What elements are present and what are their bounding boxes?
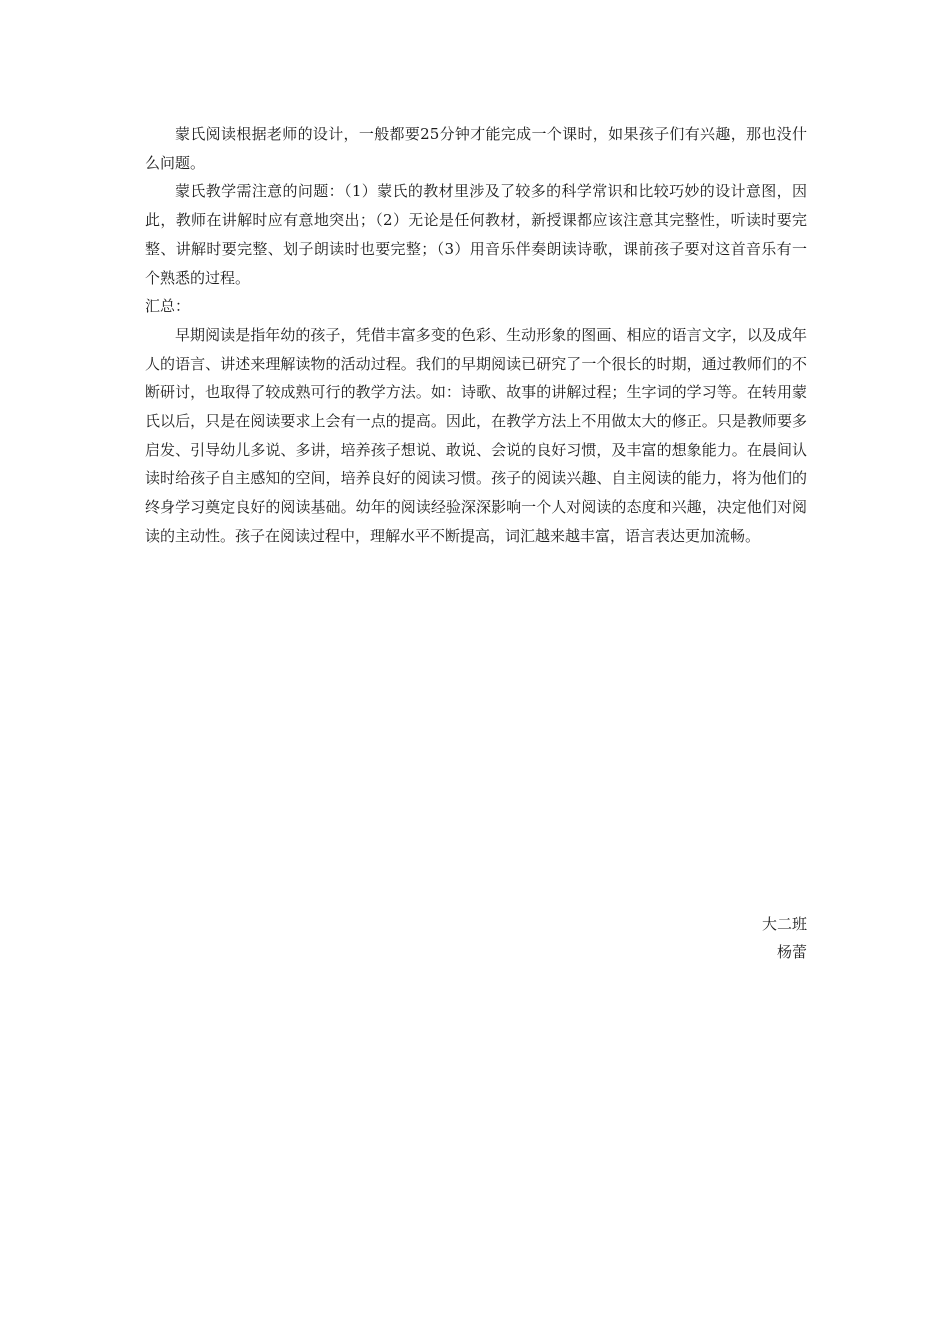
paragraph-teaching-notes: 蒙氏教学需注意的问题：（1）蒙氏的教材里涉及了较多的科学常识和比较巧妙的设计意图，因此，教师在讲解时应有意地突出；（2）无论是任何教材，新授课都应该注意其完整性，听读时要完整、讲解时要完整、划子朗读时也要完整；（3）用音乐伴奏朗读诗歌，课前孩子要对这首音乐有一个熟悉的过程。 [145,182,807,287]
paragraph-mengshi-reading-time: 蒙氏阅读根据老师的设计，一般都要25分钟才能完成一个课时，如果孩子们有兴趣，那也没什么问题。 [145,125,807,172]
signature-block [762,910,807,966]
paragraph-summary: 早期阅读是指年幼的孩子，凭借丰富多变的色彩、生动形象的图画、相应的语言文字，以及成年人的语言、讲述来理解读物的活动过程。我们的早期阅读已研究了一个很长的时期，通过教师们的不断研讨，也取得了较成熟可行的教学方法。如：诗歌、故事的讲解过程；生字词的学习等。在转用蒙氏以后，只是在阅读要求上会有一点的提高。因此，在教学方法上不用做太大的修正。只是教师要多启发、引导幼儿多说、多讲，培养孩子想说、敢说、会说的良好习惯，及丰富的想象能力。在晨间认读时给孩子自主感知的空间，培养良好的阅读习惯。孩子的阅读兴趣、自主阅读的能力，将为他们的终身学习奠定良好的阅读基础。幼年的阅读经验深深影响一个人对阅读的态度和兴趣，决定他们对阅读的主动性。孩子在阅读过程中，理解水平不断提高，词汇越来越丰富，语言表达更加流畅。 [145,325,807,545]
signature-class: 大二班 [761,915,807,933]
signature-author: 杨蕾 [776,943,807,961]
summary-heading: 汇总： [145,297,191,316]
document-body [145,120,807,551]
